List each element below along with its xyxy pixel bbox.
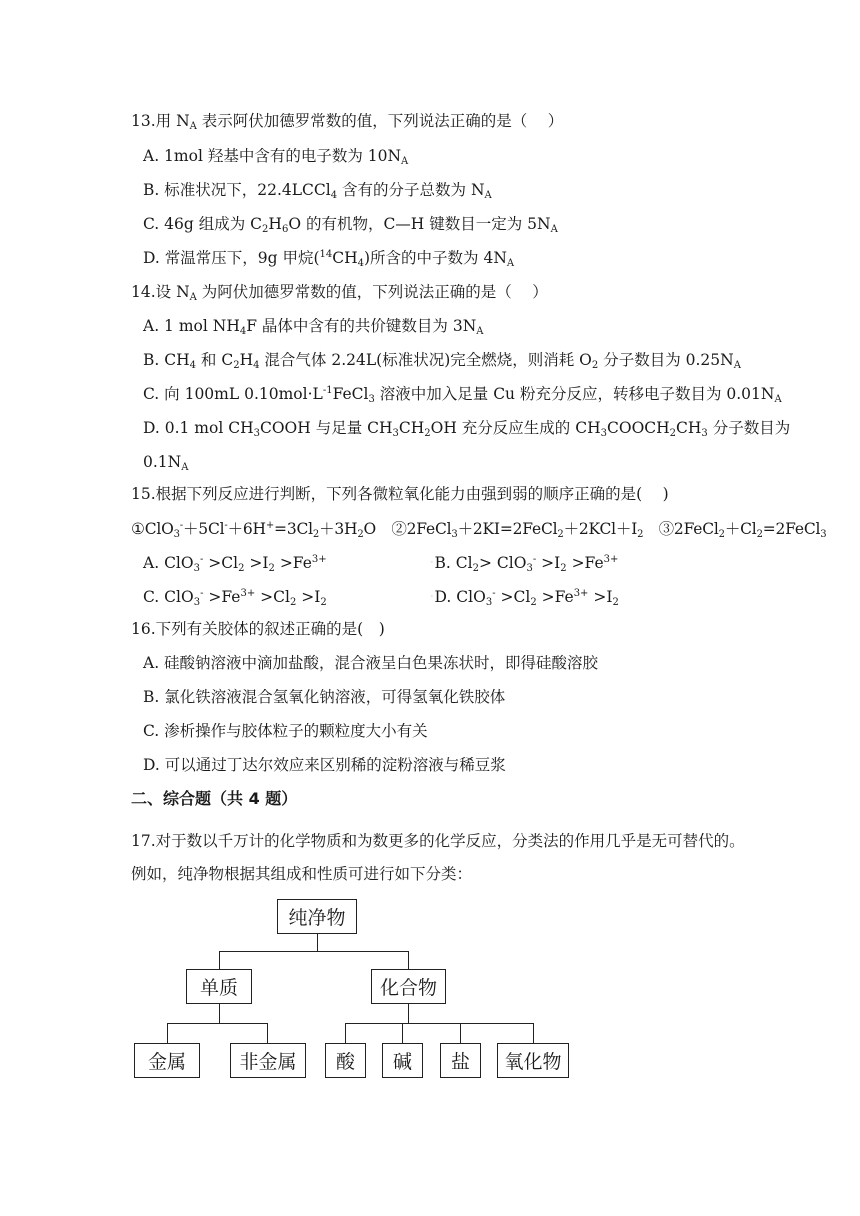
q14-option-b: B. $CH_4$ 和 $C_2H_4$ 混合气体 2.24L(标准状况)完全燃烧，则消耗 $O_2$ 分子数目为 $0.25N_A$ xyxy=(143,351,741,371)
connector-element xyxy=(219,951,220,970)
node-salt: 盐 xyxy=(440,1043,481,1078)
connector-acid xyxy=(345,1023,346,1044)
q14-option-a: A. 1 mol $NH_4F$ 晶体中含有的共价键数目为 $3N_A$ xyxy=(143,317,484,337)
connector-root xyxy=(317,933,318,952)
q14-option-c: C. 向 100mL $0.10mol\cdot L^{-1}FeCl_3$ 溶液中加入足量 Cu 粉充分反应，转移电子数目为 $0.01N_A$ xyxy=(143,385,782,405)
q16-option-a: A. 硅酸钠溶液中滴加盐酸，混合液呈白色果冻状时，即得硅酸溶胶 xyxy=(143,654,599,672)
node-nonmetal: 非金属 xyxy=(230,1043,306,1078)
q16-option-d: D. 可以通过丁达尔效应来区别稀的淀粉溶液与稀豆浆 xyxy=(143,756,506,774)
q13-option-b: B. 标准状况下，22.4LCCl$_4$ 含有的分子总数为 $N_A$ xyxy=(143,181,492,201)
q16-option-c: C. 渗析操作与胶体粒子的颗粒度大小有关 xyxy=(143,722,428,740)
q15-option-d: ◦D. $ClO_3^- >Cl_2 >Fe^{3+} >I_2$ xyxy=(430,588,619,608)
q14-option-d: D. 0.1 mol $CH_3COOH$ 与足量 $CH_3CH_2OH$ 充分反应生成的 $CH_3COOCH_2CH_3$ 分子数目为 xyxy=(143,419,791,439)
connector-level1 xyxy=(219,951,409,952)
connector-salt xyxy=(460,1023,461,1044)
connector-nonmetal xyxy=(267,1023,268,1044)
q15-option-c: C. $ClO_3^- >Fe^{3+} >Cl_2 >I_2$ xyxy=(143,588,327,608)
q13-option-a: A. 1mol 羟基中含有的电子数为 $10N_A$ xyxy=(143,147,409,167)
q15-reactions: $①ClO_3^-+5Cl^-+6H^+=3Cl_2+3H_2O$ $②2FeCl_3+2KI=2FeCl_2+2KCl+I_2$ $③2FeCl_2+Cl_2=2FeCl_3$ xyxy=(131,520,827,540)
q17-line-1: 17.对于数以千万计的化学物质和为数更多的化学反应，分类法的作用几乎是无可替代的。 xyxy=(131,832,745,850)
section-heading: 二、综合题（共 4 题） xyxy=(131,789,298,808)
node-metal: 金属 xyxy=(134,1043,200,1078)
connector-compound xyxy=(408,951,409,970)
q15-option-a: A. $ClO_3^- >Cl_2 >I_2 >Fe^{3+}$ xyxy=(143,554,327,574)
q17-line-2: 例如，纯净物根据其组成和性质可进行如下分类： xyxy=(131,865,473,883)
q15-stem: 15.根据下列反应进行判断，下列各微粒氧化能力由强到弱的顺序正确的是( ) xyxy=(131,485,669,503)
q13-option-c: C. 46g 组成为 $C_2H_6O$ 的有机物，C—H 键数目一定为 $5N_A$ xyxy=(143,215,558,235)
q16-option-b: B. 氯化铁溶液混合氢氧化钠溶液，可得氢氧化铁胶体 xyxy=(143,688,506,706)
connector-oxide xyxy=(533,1023,534,1044)
node-base: 碱 xyxy=(382,1043,423,1078)
connector-element-down xyxy=(219,1004,220,1024)
q15-option-b: ◦B. $Cl_2> ClO_3^- >I_2 >Fe^{3+}$ xyxy=(430,554,619,574)
node-compound: 化合物 xyxy=(371,969,446,1004)
connector-compound-down xyxy=(408,1004,409,1024)
q16-stem: 16.下列有关胶体的叙述正确的是( ) xyxy=(131,620,385,638)
node-root: 纯净物 xyxy=(277,899,357,934)
node-acid: 酸 xyxy=(325,1043,366,1078)
connector-element-branch xyxy=(167,1023,268,1024)
node-element: 单质 xyxy=(186,969,252,1004)
node-oxide: 氧化物 xyxy=(497,1043,569,1078)
q14-stem: 14.设 $N_A$ 为阿伏加德罗常数的值，下列说法正确的是（ ） xyxy=(131,283,548,303)
q13-option-d: D. 常温常压下，9g 甲烷$(^{14}CH_4)$所含的中子数为 $4N_A$ xyxy=(143,249,515,269)
connector-base xyxy=(402,1023,403,1044)
connector-compound-branch xyxy=(345,1023,534,1024)
q14-option-d-continued: $0.1N_A$ xyxy=(143,453,189,473)
connector-metal xyxy=(167,1023,168,1044)
q13-stem: 13.用 $N_A$ 表示阿伏加德罗常数的值，下列说法正确的是（ ） xyxy=(131,112,564,132)
